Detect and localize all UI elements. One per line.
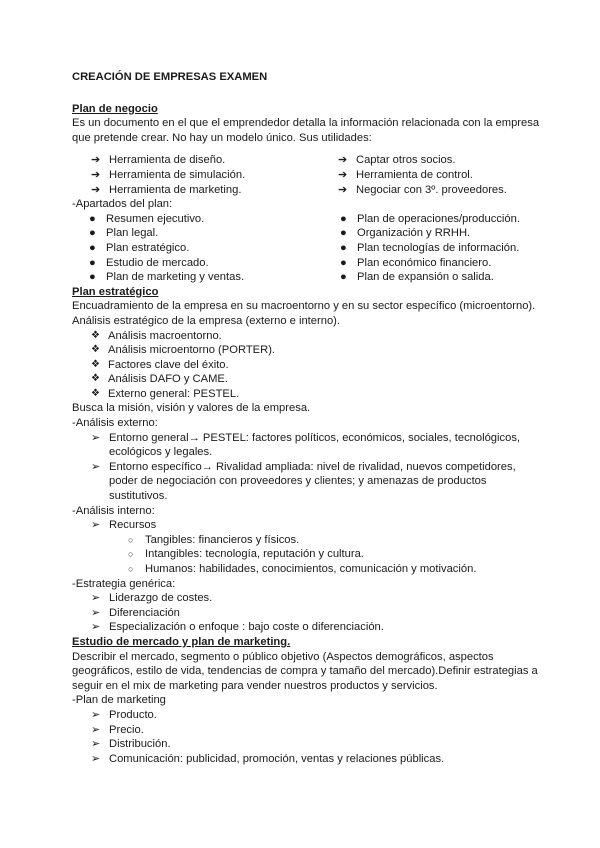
- circle-bullet-icon: ○: [128, 564, 134, 574]
- dot-bullet-icon: ●: [89, 227, 96, 240]
- list-item: ➔ Negociar con 3º. proveedores.: [338, 183, 507, 196]
- diamond-bullet-icon: ❖: [91, 358, 100, 370]
- diamond-bullet-icon: ❖: [91, 344, 100, 356]
- circle-bullet-icon: ○: [128, 534, 134, 545]
- list-item: ● Organización y RRHH.: [340, 227, 471, 240]
- apartados-list: [72, 212, 542, 285]
- dot-bullet-icon: ●: [89, 256, 96, 269]
- triangle-bullet-icon: ➢: [91, 752, 101, 765]
- circle-bullet-icon: ○: [128, 549, 134, 560]
- list-item: ● Plan de expansión o salida.: [340, 271, 494, 284]
- document-title: CREACIÓN DE EMPRESAS EXAMEN: [72, 71, 268, 83]
- list-item: ➢ Especialización o enfoque : bajo coste o diferenciación.: [91, 621, 384, 634]
- arrow-bullet-icon: ➔: [338, 168, 348, 181]
- apartados-label: -Apartados del plan:: [72, 198, 173, 211]
- paragraph-plan-negocio: Es un documento en el que el emprendedor detalla la información relacionada con la empresa que pretende crear. No hay un modelo único. Sus utilidades:: [72, 117, 540, 144]
- dot-bullet-icon: ●: [340, 256, 347, 269]
- list-item: ➔ Herramienta de marketing.: [91, 183, 242, 196]
- dot-bullet-icon: ●: [340, 212, 347, 225]
- dot-bullet-icon: ●: [89, 241, 96, 254]
- list-item: ➔ Herramienta de diseño.: [91, 154, 226, 167]
- list-item: ➢ Entorno específico→ Rivalidad ampliada: nivel de rivalidad, nuevos competidores, poder de negociación con proveedores y clientes; y amenazas de productos sustitutivos.: [91, 460, 516, 503]
- list-item: ● Plan estratégico.: [89, 241, 190, 254]
- list-item: ➢ Precio.: [91, 723, 144, 736]
- list-item: ● Estudio de mercado.: [89, 256, 209, 269]
- triangle-bullet-icon: ➢: [91, 606, 101, 619]
- marketing-list: [72, 708, 542, 766]
- generica-label: -Estrategia genérica:: [72, 577, 176, 590]
- interno-list: [72, 518, 542, 533]
- list-item: ○ Intangibles: tecnología, reputación y cultura.: [128, 548, 364, 561]
- list-item: ● Plan tecnologías de información.: [340, 241, 520, 254]
- list-item: ● Plan de marketing y ventas.: [89, 271, 245, 284]
- triangle-bullet-icon: ➢: [91, 592, 101, 605]
- diamond-bullet-icon: ❖: [91, 387, 100, 399]
- arrow-bullet-icon: ➔: [338, 154, 348, 167]
- list-item: ➔ Captar otros socios.: [338, 154, 456, 167]
- list-item: ➢ Distribución.: [91, 738, 171, 751]
- list-item: ❖ Externo general: PESTEL.: [91, 387, 240, 400]
- list-item: ➢ Liderazgo de costes.: [91, 592, 213, 605]
- list-item: ➔ Herramienta de simulación.: [91, 168, 246, 181]
- utilidades-list: [72, 153, 542, 197]
- list-item: ➢ Comunicación: publicidad, promoción, ventas y relaciones públicas.: [91, 752, 445, 765]
- diamond-bullet-icon: ❖: [91, 329, 100, 341]
- triangle-bullet-icon: ➢: [91, 708, 101, 721]
- triangle-bullet-icon: ➢: [91, 431, 101, 444]
- analisis-list: [72, 329, 542, 402]
- dot-bullet-icon: ●: [340, 271, 347, 284]
- dot-bullet-icon: ●: [89, 212, 96, 225]
- arrow-bullet-icon: ➔: [91, 168, 101, 181]
- heading-estudio-mercado: Estudio de mercado y plan de marketing.: [72, 635, 291, 648]
- triangle-bullet-icon: ➢: [91, 738, 101, 751]
- list-item: ○ Tangibles: financieros y físicos.: [128, 533, 300, 546]
- list-item: ● Plan de operaciones/producción.: [340, 212, 520, 225]
- list-item: ➢ Entorno general→ PESTEL: factores políticos, económicos, sociales, tecnológicos, ecológicos y legales.: [91, 431, 521, 459]
- list-item: ❖ Análisis macroentorno.: [91, 329, 222, 342]
- heading-plan-negocio: Plan de negocio: [72, 102, 158, 115]
- document-page: [72, 70, 542, 766]
- list-item: ❖ Análisis microentorno (PORTER).: [91, 344, 276, 357]
- arrow-bullet-icon: ➔: [91, 154, 101, 167]
- generica-list: [72, 591, 542, 635]
- paragraph-plan-estrategico: Encuadramiento de la empresa en su macroentorno y en su sector específico (microentorno). Análisis estratégico de la empresa (externo e interno).: [72, 300, 536, 327]
- dot-bullet-icon: ●: [89, 271, 96, 284]
- paragraph-estudio-mercado: Describir el mercado, segmento o público objetivo (Aspectos demográficos, aspectos geográficos, estilo de vida, tendencias de compra y tamaño del mercado).Definir estrategias a seguir en el mix de marketing para vender nuestros productos y servicios.: [72, 650, 538, 692]
- list-item: ❖ Análisis DAFO y CAME.: [91, 373, 228, 386]
- recursos-list: [72, 533, 542, 577]
- list-item: ➢ Producto.: [91, 708, 157, 721]
- list-item: ❖ Factores clave del éxito.: [91, 358, 229, 371]
- arrow-bullet-icon: ➔: [338, 183, 348, 196]
- dot-bullet-icon: ●: [340, 227, 347, 240]
- diamond-bullet-icon: ❖: [91, 373, 100, 385]
- triangle-bullet-icon: ➢: [91, 621, 101, 634]
- interno-label: -Análisis interno:: [72, 504, 155, 517]
- externo-label: -Análisis externo:: [72, 417, 158, 430]
- list-item: ● Plan legal.: [89, 227, 159, 240]
- heading-plan-estrategico: Plan estratégico: [72, 285, 159, 298]
- triangle-bullet-icon: ➢: [91, 519, 101, 532]
- arrow-bullet-icon: ➔: [91, 183, 101, 196]
- triangle-bullet-icon: ➢: [91, 723, 101, 736]
- list-item: ● Resumen ejecutivo.: [89, 212, 205, 225]
- dot-bullet-icon: ●: [340, 241, 347, 254]
- marketing-label: -Plan de marketing: [72, 694, 166, 707]
- list-item: ➢ Diferenciación: [91, 606, 180, 619]
- externo-list: [72, 431, 542, 504]
- list-item: ➔ Herramienta de control.: [338, 168, 473, 181]
- list-item: ➢ Recursos: [91, 519, 157, 532]
- list-item: ○ Humanos: habilidades, conocimientos, comunicación y motivación.: [128, 563, 477, 575]
- list-item: ● Plan económico financiero.: [340, 256, 492, 269]
- triangle-bullet-icon: ➢: [91, 460, 101, 473]
- mision-text: Busca la misión, visión y valores de la empresa.: [72, 402, 311, 415]
